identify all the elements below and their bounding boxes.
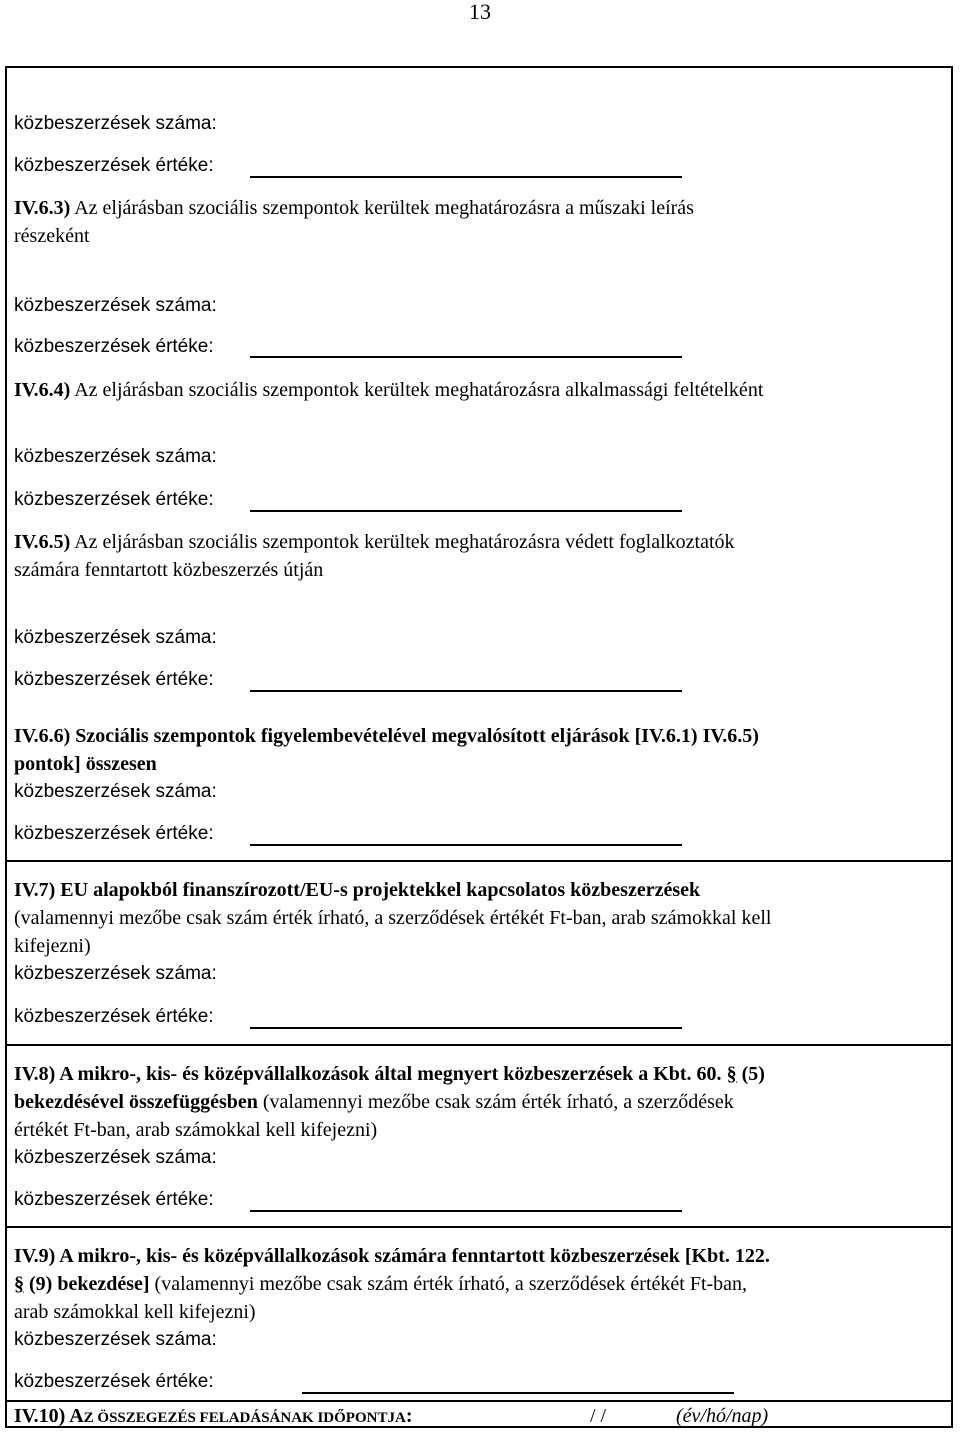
section-heading-cont: részeként [14,225,90,247]
value-input-line[interactable] [250,690,682,692]
value-input-line[interactable] [250,844,682,846]
value-label: közbeszerzések értéke: [14,489,214,510]
count-label: közbeszerzések száma: [14,446,217,467]
section-note-cont: kifejezni) [14,935,91,957]
value-input-line[interactable] [250,1210,682,1212]
section-divider [5,1044,953,1046]
value-input-line[interactable] [250,510,682,512]
section-heading: IV.6.5) Az eljárásban szociális szempontok kerültek meghatározásra védett foglalkoztatók [14,531,735,553]
date-slashes[interactable]: / / [590,1405,607,1427]
count-label: közbeszerzések száma: [14,113,217,134]
section-divider [5,860,953,862]
section-heading: IV.8) A mikro-, kis- és középvállalkozások által megnyert közbeszerzések a Kbt. 60. § (5) [14,1063,765,1085]
section-heading-cont: számára fenntartott közbeszerzés útján [14,559,324,581]
count-label: közbeszerzések száma: [14,1329,217,1350]
section-heading-cont: pontok] összesen [14,753,157,775]
value-label: közbeszerzések értéke: [14,669,214,690]
section-heading-cont: bekezdésével összefüggésben (valamennyi mezőbe csak szám érték írható, a szerződések [14,1091,734,1113]
value-label: közbeszerzések értéke: [14,336,214,357]
section-heading: IV.6.4) Az eljárásban szociális szempontok kerültek meghatározásra alkalmassági feltételként [14,379,764,401]
value-input-line[interactable] [250,356,682,358]
count-label: közbeszerzések száma: [14,781,217,802]
section-divider [5,1226,953,1228]
section-note: (valamennyi mezőbe csak szám érték írható, a szerződések értékét Ft-ban, arab számokkal kell [14,907,772,929]
section-heading-cont: § (9) bekezdése] (valamennyi mezőbe csak szám érték írható, a szerződések értékét Ft-ban, [14,1273,748,1295]
value-input-line[interactable] [250,1027,682,1029]
section-note-cont: arab számokkal kell kifejezni) [14,1301,256,1323]
section-heading: IV.7) EU alapokból finanszírozott/EU-s projektekkel kapcsolatos közbeszerzések [14,879,701,901]
section-heading: IV.6.6) Szociális szempontok figyelembevételével megvalósított eljárások [IV.6.1) IV.6.5) [14,725,759,747]
value-label: közbeszerzések értéke: [14,1006,214,1027]
section-heading: IV.6.3) Az eljárásban szociális szempontok kerültek meghatározásra a műszaki leírás [14,197,694,219]
value-label: közbeszerzések értéke: [14,1371,214,1392]
value-label: közbeszerzések értéke: [14,823,214,844]
section-note-cont: értékét Ft-ban, arab számokkal kell kifejezni) [14,1119,378,1141]
value-input-line[interactable] [250,176,682,178]
count-label: közbeszerzések száma: [14,627,217,648]
date-format-hint: (év/hó/nap) [676,1405,769,1427]
value-label: közbeszerzések értéke: [14,155,214,176]
count-label: közbeszerzések száma: [14,295,217,316]
count-label: közbeszerzések száma: [14,963,217,984]
value-input-line[interactable] [302,1392,734,1394]
submission-date-row: IV.10) AZ ÖSSZEGEZÉS FELADÁSÁNAK IDŐPONTJA: [14,1405,413,1427]
count-label: közbeszerzések száma: [14,1147,217,1168]
page-number: 13 [469,0,491,24]
value-label: közbeszerzések értéke: [14,1189,214,1210]
section-heading: IV.9) A mikro-, kis- és középvállalkozások számára fenntartott közbeszerzések [Kbt. 122. [14,1245,770,1267]
